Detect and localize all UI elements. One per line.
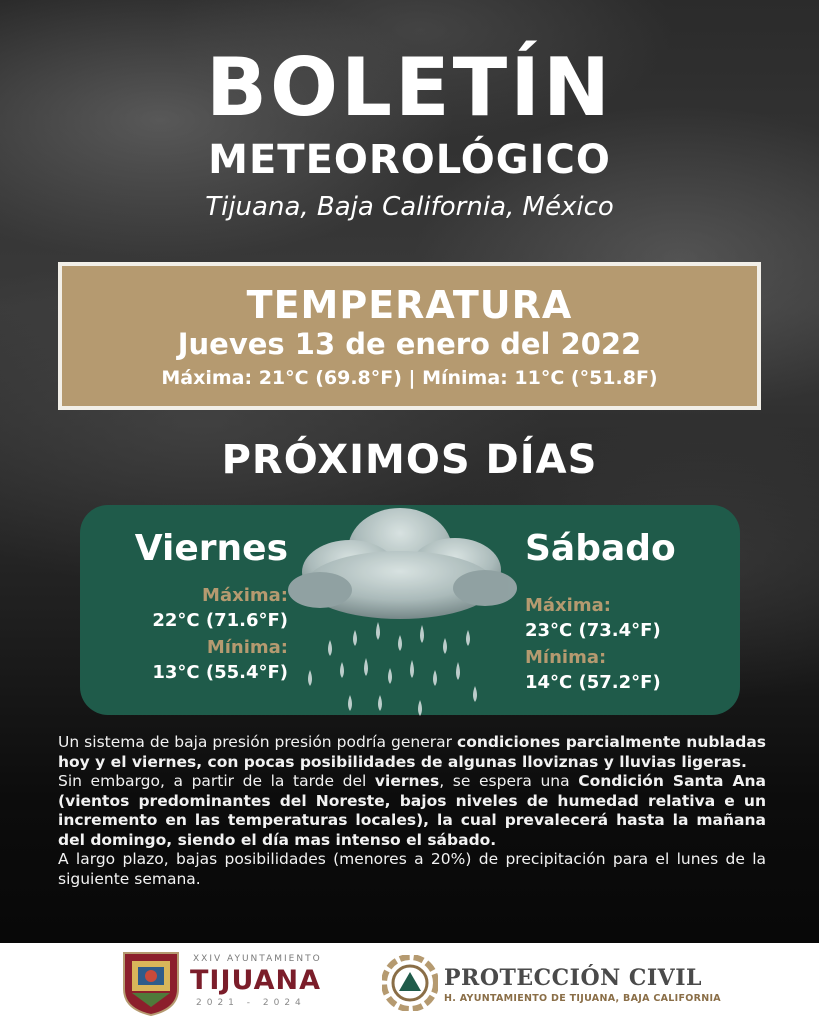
forecast-day-friday	[108, 528, 288, 683]
ayuntamiento-small-text: XXIV AYUNTAMIENTO	[193, 954, 322, 964]
proteccion-civil-name: PROTECCIÓN CIVIL	[444, 965, 703, 991]
location-text: Tijuana, Baja California, México	[205, 192, 614, 222]
temperature-heading: TEMPERATURA	[246, 283, 573, 327]
min-value: 13°C (55.4°F)	[152, 662, 288, 683]
desc-text: A largo plazo, bajas posibilidades (menores a 20%) de precipitación para el lunes de la siguiente semana.	[58, 850, 766, 888]
proteccion-civil-logo-icon	[382, 955, 438, 1011]
ayuntamiento-name: TIJUANA	[190, 965, 321, 996]
temperature-range: Máxima: 21°C (69.8°F) | Mínima: 11°C (°51.8F)	[161, 367, 658, 389]
temperature-date: Jueves 13 de enero del 2022	[177, 327, 642, 361]
desc-text: Sin embargo, a partir de la tarde del	[58, 772, 375, 790]
next-days-heading: PRÓXIMOS DÍAS	[221, 437, 598, 483]
desc-bold: condiciones parcialmente nubladas hoy y el viernes, con pocas posibilidades de algunas lloviznas y lluvias ligeras.	[58, 733, 767, 771]
min-value: 14°C (57.2°F)	[525, 672, 661, 693]
day-name: Viernes	[134, 528, 288, 569]
max-value: 23°C (73.4°F)	[525, 620, 661, 641]
tijuana-seal-icon	[118, 949, 184, 1017]
max-label: Máxima:	[525, 595, 611, 616]
forecast-day-saturday	[525, 528, 725, 693]
desc-text: , se espera una	[439, 772, 579, 790]
temperature-panel	[58, 262, 761, 410]
rain-cloud-icon	[270, 490, 530, 740]
min-label: Mínima:	[525, 647, 607, 668]
proteccion-civil-subtitle: H. AYUNTAMIENTO DE TIJUANA, BAJA CALIFORNIA	[444, 993, 721, 1004]
desc-bold: viernes	[374, 772, 440, 790]
max-label: Máxima:	[202, 585, 288, 606]
footer-bar	[0, 943, 819, 1024]
ayuntamiento-years: 2021 - 2024	[196, 998, 306, 1008]
min-label: Mínima:	[206, 637, 288, 658]
day-name: Sábado	[525, 528, 676, 569]
bulletin-title: BOLETÍN	[206, 41, 613, 134]
desc-bold: Condición Santa Ana (vientos predominantes del Noreste, bajos niveles de humedad relativa e un incremento en las temperaturas locales), la cual prevalecerá hasta la mañana del domingo, siendo el día mas intenso el sábado.	[58, 772, 766, 849]
max-value: 22°C (71.6°F)	[152, 610, 288, 631]
bulletin-subtitle: METEOROLÓGICO	[208, 137, 611, 183]
bulletin-description	[58, 733, 766, 889]
desc-text: Un sistema de baja presión presión podría generar	[58, 733, 458, 751]
